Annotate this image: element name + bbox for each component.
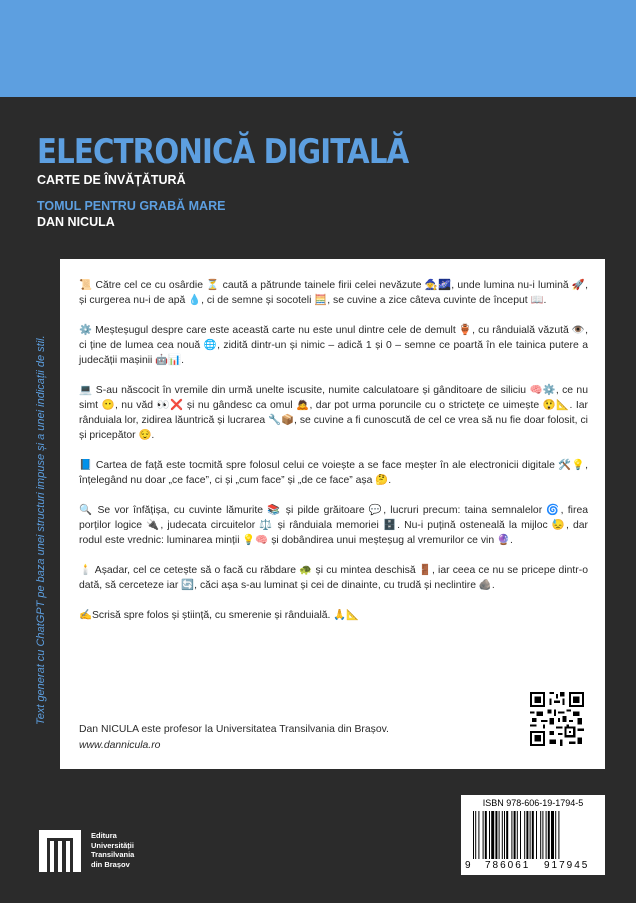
bio-text: Dan NICULA este profesor la Universitatea Transilvania din Brașov. <box>79 724 389 735</box>
publisher-logo-icon <box>37 828 83 874</box>
paragraph: 🕯️ Așadar, cel ce cetește să o facă cu răbdare 🐢 și cu mintea deschisă 🚪, iar ceea ce nu se pricepe dintr-o dată, să cerceteze iar 🔄, căci așa s-au luminat și cei de dinainte, cu trudă și neclintire 🪨. <box>79 565 588 591</box>
barcode-group-right: 917945 <box>544 860 590 871</box>
publisher-line: Editura <box>91 831 117 840</box>
isbn-number: ISBN 978-606-19-1794-5 <box>482 798 584 808</box>
paragraph: ⚙️ Meșteșugul despre care este această carte nu este unul dintre cele de demult 🏺, cu rânduială văzută 👁️, ci ține de lumea cea nouă 🌐, zidită dintr-un și nimic – adică 1 și 0 – semne ce poartă în ele tainica putere a judecății mașinii 🤖📊. <box>79 325 588 366</box>
publisher-line: Transilvania <box>91 850 135 859</box>
volume-name: TOMUL PENTRU GRABĂ MARE <box>37 199 226 213</box>
blurb-panel <box>60 259 605 769</box>
barcode-lead-digit: 9 <box>465 860 471 871</box>
paragraph: 💻 S-au născocit în vremile din urmă unelte iscusite, numite calculatoare și gânditoare de siliciu 🧠⚙️, ce nu simt 😶, nu văd 👀❌ și nu gândesc ca omul 🙇, dar pot urma poruncile cu o strictețe ce uimește 😲📐. Iar rânduiala lor, zidirea lăuntrică și lucrarea 🔧📦, se cuvine a fi cunoscută de cel ce vrea să nu fie doar folosit, ci și pricepător 😌. <box>79 385 588 441</box>
barcode-icon <box>473 811 595 859</box>
author-website: www.dannicula.ro <box>79 740 161 751</box>
blurb-text <box>79 278 588 638</box>
paragraph: 🔍 Se vor înfățișa, cu cuvinte lămurite 📚 și pilde grăitoare 💬, lucruri precum: taina semnalelor 🌀, firea porților logice 🔌, judecata circuitelor ⚖️ și rânduiala memoriei 🗄️. Nu-i puțină osteneală la mijloc 😓, dar rodul este vrednic: luminarea minții 💡🧠 și dobândirea unui meșteșug al vremurilor ce vin 🔮. <box>79 505 588 546</box>
book-title: ELECTRONICĂ DIGITALĂ <box>37 132 409 172</box>
author-bio <box>79 722 389 754</box>
book-subtitle: CARTE DE ÎNVĂȚĂTURĂ <box>37 173 186 187</box>
qr-code-icon <box>530 692 584 746</box>
publisher-name <box>91 831 134 869</box>
isbn-barcode <box>461 795 605 875</box>
paragraph: 📘 Cartea de față este tocmită spre folosul celui ce voiește a se face meșter în ale electronicii digitale 🛠️💡, înțelegând nu doar „ce face”, ci și „cum face” și „de ce face” așa 🤔. <box>79 460 588 486</box>
paragraph: 📜 Către cel ce cu osârdie ⏳ caută a pătrunde tainele firii celei nevăzute 🧙🌌, unde lumina nu-i lumină 🚀, și curgerea nu-i de apă 💧, ci de semne și socoteli 🧮, se cuvine a zice câteva cuvinte de început 📖. <box>79 280 588 306</box>
paragraph: ✍️Scrisă spre folos și știință, cu smerenie și rânduială. 🙏📐 <box>79 610 360 621</box>
top-color-band <box>0 0 636 97</box>
barcode-group-left: 786061 <box>485 860 531 871</box>
publisher-line: din Brașov <box>91 859 130 869</box>
publisher-line: Universității <box>91 840 134 850</box>
side-note: Text generat cu ChatGPT pe baza unei structuri impuse și a unei indicații de stil. <box>35 335 47 725</box>
author-name: DAN NICULA <box>37 215 115 229</box>
